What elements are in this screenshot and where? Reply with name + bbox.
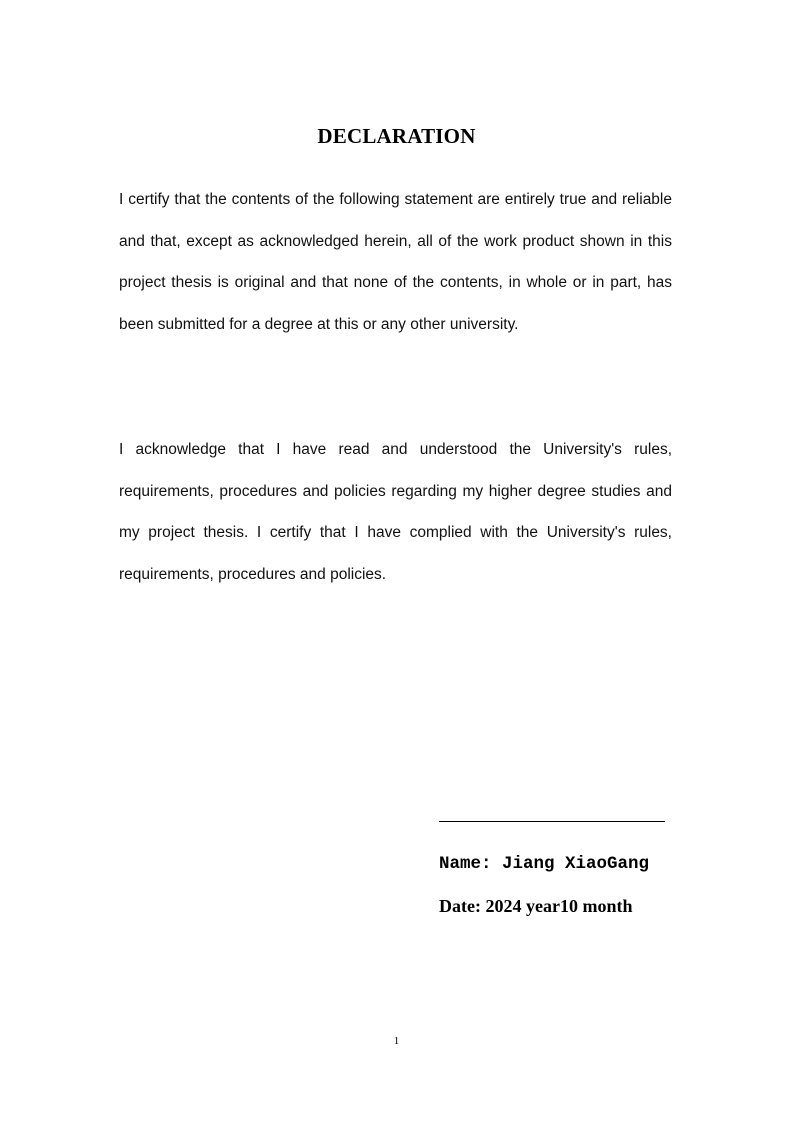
declaration-paragraph-1: I certify that the contents of the following statement are entirely true and reliable and that, except as acknowledged herein, all of the work product shown in this project thesis is original and that none of the contents, in whole or in part, has been submitted for a degree at this or any other university.	[119, 191, 672, 334]
signature-date: Date: 2024 year10 month	[439, 896, 633, 916]
page-number: 1	[393, 1035, 400, 1047]
page-title: DECLARATION	[317, 124, 476, 148]
signature-name: Name: Jiang XiaoGang	[439, 854, 650, 874]
signature-line	[439, 821, 665, 822]
declaration-paragraph-2: I acknowledge that I have read and understood the University's rules, requirements, procedures and policies regarding my higher degree studies and my project thesis. I certify that I have complied with the University's rules, requirements, procedures and policies.	[119, 441, 672, 584]
